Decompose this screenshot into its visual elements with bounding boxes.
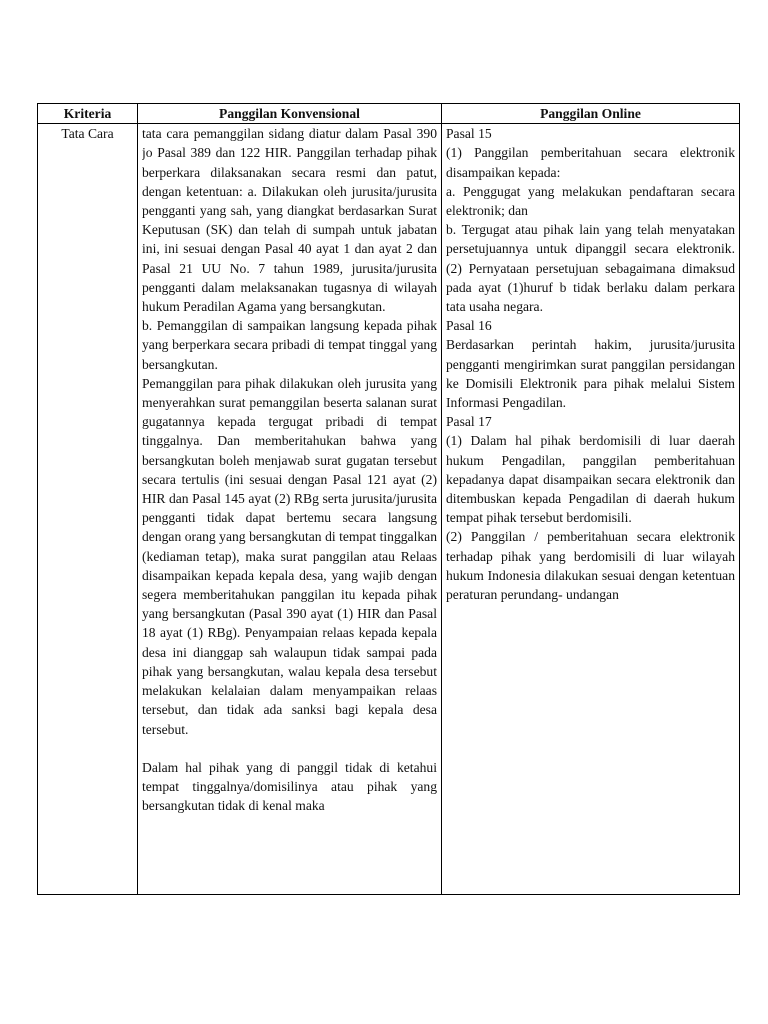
- online-paragraph: b. Tergugat atau pihak lain yang telah menyatakan persetujuannya untuk dipanggil secara elektronik. (2) Pernyataan persetujuan sebagaimana dimaksud pada ayat (1)huruf b tidak berlaku dalam perkara tata usaha negara.: [446, 222, 735, 315]
- online-paragraph: (1) Dalam hal pihak berdomisili di luar daerah hukum Pengadilan, panggilan pemberitahuan kepadanya dapat disampaikan secara elektronik dan ditembuskan kepada Pengadilan di daerah hukum tempat pihak tersebut berdomisili.: [446, 433, 735, 526]
- online-heading: Pasal 16: [446, 318, 492, 334]
- conventional-paragraph: Pemanggilan para pihak dilakukan oleh jurusita yang menyerahkan surat pemanggilan beserta salanan surat gugatannya kepada tergugat pribadi di tempat tinggalnya. Dan memberitahukan bahwa yang bersangkutan boleh menjawab surat gugatan tersebut secara tertulis (ini sesuai dengan Pasal 121 ayat (2) HIR dan Pasal 145 ayat (2) RBg serta jurusita/jurusita pengganti tidak dapat bertemu secara langsung dengan orang yang bersangkutan di tempat tinggalkan (kediaman tetap), maka surat panggilan atau Relaas disampaikan kepada kepala desa, yang wajib dengan segera memberitahukan panggilan itu kepada pihak yang bersangkutan (Pasal 390 ayat (1) HIR dan Pasal 18 ayat (1) RBg). Penyampaian relaas kepada kepala desa ini dianggap sah walaupun tidak sampai pada pihak yang bersangkutan, walau kepala desa tersebut melakukan kelalaian dalam menyampaikan relaas tersebut, dan tidak ada sanksi bagi kepala desa tersebut.: [142, 375, 437, 737]
- conventional-paragraph: tata cara pemanggilan sidang diatur dalam Pasal 390 jo Pasal 389 dan 122 HIR. Panggilan terhadap pihak berperkara dilaksanakan secara resmi dan patut, dengan ketentuan: a. Dilakukan oleh jurusita/jurusita pengganti yang sah, yang diangkat berdasarkan Surat Keputusan (SK) dan telah di sumpah untuk jabatan ini, ini sesuai dengan Pasal 40 ayat 1 dan ayat 2 dan Pasal 21 UU No. 7 tahun 1989, jurusita/jurusita pengganti dalam melaksanakan tugasnya di wilayah hukum Peradilan Agama yang bersangkutan.: [142, 126, 437, 315]
- header-criteria: Kriteria: [38, 104, 138, 124]
- criteria-cell: [38, 124, 138, 895]
- online-heading: Pasal 17: [446, 414, 492, 430]
- table-row: [38, 124, 740, 895]
- header-conventional: Panggilan Konvensional: [138, 104, 442, 124]
- table-header-row: [38, 104, 740, 124]
- online-paragraph: Berdasarkan perintah hakim, jurusita/jurusita pengganti mengirimkan surat panggilan persidangan ke Domisili Elektronik para pihak melalui Sistem Informasi Pengadilan.: [446, 337, 735, 411]
- conventional-paragraph: b. Pemanggilan di sampaikan langsung kepada pihak yang berperkara secara pribadi di tempat tinggal yang bersangkutan.: [142, 318, 437, 372]
- online-paragraph: a. Penggugat yang melakukan pendaftaran secara elektronik; dan: [446, 183, 735, 219]
- online-paragraph: (1) Panggilan pemberitahuan secara elektronik disampaikan kepada:: [446, 145, 735, 180]
- conventional-paragraph: Dalam hal pihak yang di panggil tidak di ketahui tempat tinggalnya/domisilinya atau pihak yang bersangkutan tidak di kenal maka: [142, 759, 437, 814]
- online-paragraph: (2) Panggilan / pemberitahuan secara elektronik terhadap pihak yang berdomisili di luar wilayah hukum Indonesia dilakukan sesuai dengan ketentuan peraturan perundang- undangan: [446, 529, 735, 603]
- header-online: Panggilan Online: [442, 104, 740, 124]
- online-cell: [442, 124, 740, 895]
- online-heading: Pasal 15: [446, 126, 492, 142]
- conventional-cell: [138, 124, 442, 895]
- criteria-label: Tata Cara: [61, 126, 114, 142]
- comparison-table: [37, 103, 740, 895]
